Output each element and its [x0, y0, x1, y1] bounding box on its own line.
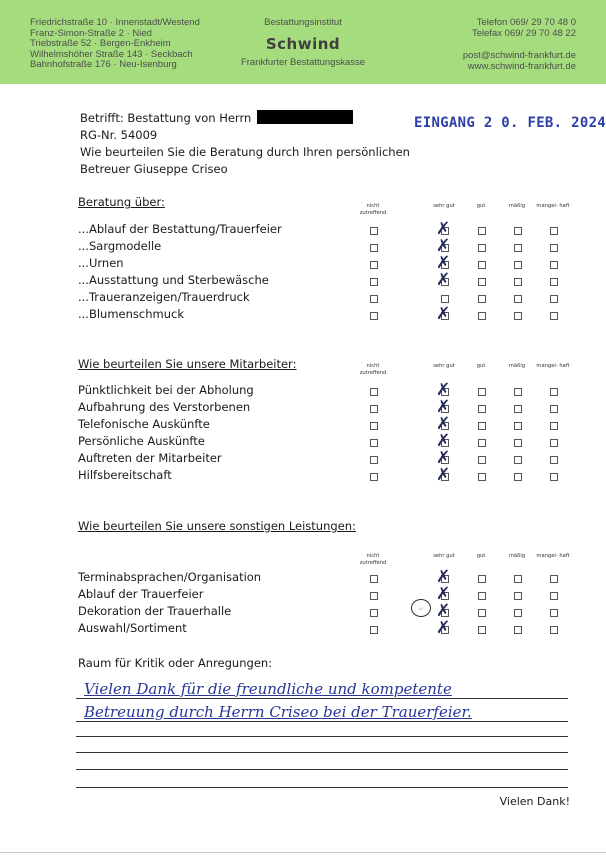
- question-text: Wie beurteilen Sie die Beratung durch Ihren persönlichen: [80, 145, 410, 159]
- handwritten-remark-line: Vielen Dank für die freundliche und kompetente: [84, 680, 452, 698]
- handwritten-check-mark-icon: ✗: [436, 253, 451, 273]
- column-header-mangelhaft: mangel- haft: [536, 363, 570, 369]
- handwritten-check-mark-icon: ✗: [436, 397, 451, 417]
- column-header-nicht: nicht zutreffend: [359, 363, 387, 376]
- column-header-gut: gut: [476, 553, 486, 559]
- checkbox-gut[interactable]: [478, 405, 486, 413]
- rating-row-label: ...Sargmodelle: [78, 239, 162, 253]
- handwritten-remark-line: Betreuung durch Herrn Criseo bei der Trauerfeier.: [84, 703, 472, 721]
- rating-row-label: ...Urnen: [78, 256, 124, 270]
- checkbox-gut[interactable]: [478, 244, 486, 252]
- rg-number: RG-Nr. 54009: [80, 128, 158, 142]
- writing-line: [76, 698, 568, 699]
- phone: Telefon 069/ 29 70 48 0: [476, 17, 576, 28]
- writing-line: [76, 721, 568, 722]
- institute-label: Bestattungsinstitut: [264, 17, 342, 28]
- handwritten-check-mark-icon: ✗: [436, 304, 451, 324]
- writing-line: [76, 787, 568, 788]
- rating-row-label: Terminabsprachen/Organisation: [78, 570, 262, 584]
- checkbox-maessig[interactable]: [514, 575, 522, 583]
- checkbox-maessig[interactable]: [514, 244, 522, 252]
- rating-row-label: Dekoration der Trauerhalle: [78, 604, 232, 618]
- checkbox-maessig[interactable]: [514, 473, 522, 481]
- handwritten-check-mark-icon: ✗: [436, 431, 451, 451]
- checkbox-gut[interactable]: [478, 592, 486, 600]
- checkbox-gut[interactable]: [478, 575, 486, 583]
- rating-row-label: Ablauf der Trauerfeier: [78, 587, 204, 601]
- checkbox-maessig[interactable]: [514, 388, 522, 396]
- checkbox-maessig[interactable]: [514, 456, 522, 464]
- checkbox-maessig[interactable]: [514, 405, 522, 413]
- column-header-nicht: nicht zutreffend: [359, 203, 387, 216]
- address-line: Bahnhofstraße 176 · Neu-Isenburg: [30, 59, 177, 71]
- rating-row-label: ...Blumenschmuck: [78, 307, 184, 321]
- column-header-nicht: nicht zutreffend: [359, 553, 387, 566]
- subject-block: [80, 110, 410, 178]
- writing-line: [76, 736, 568, 737]
- handwritten-check-mark-icon: ✗: [436, 414, 451, 434]
- checkbox-nicht[interactable]: [370, 405, 378, 413]
- checkbox-mangelhaft[interactable]: [550, 295, 558, 303]
- contact-block: [463, 18, 576, 72]
- brand-logo: Schwind: [265, 34, 341, 53]
- checkbox-mangelhaft[interactable]: [550, 312, 558, 320]
- checkbox-nicht[interactable]: [370, 312, 378, 320]
- checkbox-nicht[interactable]: [370, 278, 378, 286]
- handwritten-check-mark-icon: ✗: [436, 584, 451, 604]
- checkbox-maessig[interactable]: [514, 626, 522, 634]
- checkbox-gut[interactable]: [478, 626, 486, 634]
- writing-line: [76, 752, 568, 753]
- column-header-mangelhaft: mangel- haft: [536, 203, 570, 209]
- checkbox-gut[interactable]: [478, 388, 486, 396]
- column-header-maessig: mäßig: [508, 553, 526, 559]
- checkbox-mangelhaft[interactable]: [550, 388, 558, 396]
- column-header-sehr-gut: sehr gut: [433, 203, 455, 209]
- section-title: Wie beurteilen Sie unsere sonstigen Leistungen:: [78, 519, 356, 533]
- checkbox-gut[interactable]: [478, 422, 486, 430]
- handwritten-check-mark-icon: ✗: [436, 601, 451, 621]
- subject-line: [80, 110, 410, 127]
- section-title: Wie beurteilen Sie unsere Mitarbeiter:: [78, 357, 297, 371]
- fax: Telefax 069/ 29 70 48 22: [471, 27, 576, 39]
- column-header-maessig: mäßig: [508, 363, 526, 369]
- closing-text: Vielen Dank!: [499, 795, 570, 808]
- handwritten-check-mark-icon: ✗: [436, 465, 451, 485]
- rating-row-label: Telefonische Auskünfte: [78, 417, 210, 431]
- checkbox-gut[interactable]: [478, 473, 486, 481]
- checkbox-maessig[interactable]: [514, 422, 522, 430]
- checkbox-maessig[interactable]: [514, 439, 522, 447]
- checkbox-mangelhaft[interactable]: [550, 278, 558, 286]
- checkbox-mangelhaft[interactable]: [550, 244, 558, 252]
- address-line: Friedrichstraße 10 · Innenstadt/Westend: [30, 17, 200, 28]
- checkbox-nicht[interactable]: [370, 244, 378, 252]
- checkbox-nicht[interactable]: [370, 422, 378, 430]
- checkbox-nicht[interactable]: [370, 388, 378, 396]
- handwritten-check-mark-icon: ✗: [436, 236, 451, 256]
- kasse-label: Frankfurter Bestattungskasse: [240, 56, 366, 68]
- rating-row-label: Auftreten der Mitarbeiter: [78, 451, 222, 465]
- checkbox-sehr-gut[interactable]: [441, 295, 449, 303]
- email-link[interactable]: post@schwind-frankfurt.de: [462, 50, 576, 62]
- checkbox-maessig[interactable]: [514, 592, 522, 600]
- column-header-sehr-gut: sehr gut: [433, 363, 455, 369]
- address-line: Wilhelmshöher Straße 143 · Seckbach: [30, 48, 193, 60]
- rating-row-label: Hilfsbereitschaft: [78, 468, 172, 482]
- checkbox-gut[interactable]: [478, 295, 486, 303]
- brand-block: [236, 18, 370, 68]
- checkbox-nicht[interactable]: [370, 626, 378, 634]
- received-stamp: EINGANG 2 0. FEB. 2024: [414, 115, 606, 131]
- rating-row-label: ...Traueranzeigen/Trauerdruck: [78, 290, 250, 304]
- checkbox-mangelhaft[interactable]: [550, 609, 558, 617]
- rating-row-label: ...Ausstattung und Sterbewäsche: [78, 273, 269, 287]
- checkbox-mangelhaft[interactable]: [550, 405, 558, 413]
- writing-line: [76, 769, 568, 770]
- handwritten-check-mark-icon: ✗: [436, 380, 451, 400]
- checkbox-maessig[interactable]: [514, 609, 522, 617]
- checkbox-mangelhaft[interactable]: [550, 227, 558, 235]
- checkbox-mangelhaft[interactable]: [550, 473, 558, 481]
- checkbox-nicht[interactable]: [370, 592, 378, 600]
- checkbox-maessig[interactable]: [514, 278, 522, 286]
- handwritten-check-mark-icon: ✗: [436, 448, 451, 468]
- section-title: Beratung über:: [78, 195, 165, 209]
- redaction-bar: [257, 110, 353, 124]
- address-line: Franz-Simon-Straße 2 · Nied: [30, 27, 152, 39]
- checkbox-gut[interactable]: [478, 261, 486, 269]
- rating-row-label: Auswahl/Sortiment: [78, 621, 187, 635]
- handwritten-check-mark-icon: ✗: [436, 567, 451, 587]
- checkbox-maessig[interactable]: [514, 227, 522, 235]
- rating-row-label: Pünktlichkeit bei der Abholung: [78, 383, 254, 397]
- handwritten-check-mark-icon: ✗: [436, 219, 451, 239]
- rating-row-label: Aufbahrung des Verstorbenen: [78, 400, 251, 414]
- checkbox-nicht[interactable]: [370, 261, 378, 269]
- rating-row-label: Persönliche Auskünfte: [78, 434, 205, 448]
- checkbox-gut[interactable]: [478, 439, 486, 447]
- rating-row-label: ...Ablauf der Bestattung/Trauerfeier: [78, 222, 282, 236]
- checkbox-gut[interactable]: [478, 456, 486, 464]
- page-edge: [0, 852, 606, 853]
- checkbox-mangelhaft[interactable]: [550, 626, 558, 634]
- remarks-label: Raum für Kritik oder Anregungen:: [78, 656, 273, 670]
- checkbox-nicht[interactable]: [370, 295, 378, 303]
- letterhead: [0, 0, 606, 84]
- checkbox-maessig[interactable]: [514, 295, 522, 303]
- betrifft-text: Betrifft: Bestattung von Herrn: [80, 111, 252, 125]
- checkbox-gut[interactable]: [478, 312, 486, 320]
- checkbox-nicht[interactable]: [370, 227, 378, 235]
- smiley-doodle-icon: ◡: [411, 599, 431, 617]
- column-header-gut: gut: [476, 203, 486, 209]
- column-header-mangelhaft: mangel- haft: [536, 553, 570, 559]
- checkbox-maessig[interactable]: [514, 312, 522, 320]
- checkbox-nicht[interactable]: [370, 473, 378, 481]
- checkbox-mangelhaft[interactable]: [550, 439, 558, 447]
- checkbox-gut[interactable]: [478, 609, 486, 617]
- betreuer-text: Betreuer Giuseppe Criseo: [80, 162, 228, 176]
- checkbox-nicht[interactable]: [370, 439, 378, 447]
- address-block: [30, 18, 200, 71]
- checkbox-mangelhaft[interactable]: [550, 575, 558, 583]
- checkbox-nicht[interactable]: [370, 456, 378, 464]
- checkbox-mangelhaft[interactable]: [550, 456, 558, 464]
- address-line: Triebstraße 52 · Bergen-Enkheim: [30, 38, 171, 50]
- handwritten-check-mark-icon: ✗: [436, 270, 451, 290]
- checkbox-maessig[interactable]: [514, 261, 522, 269]
- handwritten-check-mark-icon: ✗: [436, 618, 451, 638]
- checkbox-gut[interactable]: [478, 278, 486, 286]
- checkbox-gut[interactable]: [478, 227, 486, 235]
- checkbox-mangelhaft[interactable]: [550, 592, 558, 600]
- checkbox-nicht[interactable]: [370, 609, 378, 617]
- checkbox-mangelhaft[interactable]: [550, 261, 558, 269]
- checkbox-mangelhaft[interactable]: [550, 422, 558, 430]
- checkbox-nicht[interactable]: [370, 575, 378, 583]
- column-header-maessig: mäßig: [508, 203, 526, 209]
- column-header-gut: gut: [476, 363, 486, 369]
- column-header-sehr-gut: sehr gut: [433, 553, 455, 559]
- website-link[interactable]: www.schwind-frankfurt.de: [467, 60, 576, 72]
